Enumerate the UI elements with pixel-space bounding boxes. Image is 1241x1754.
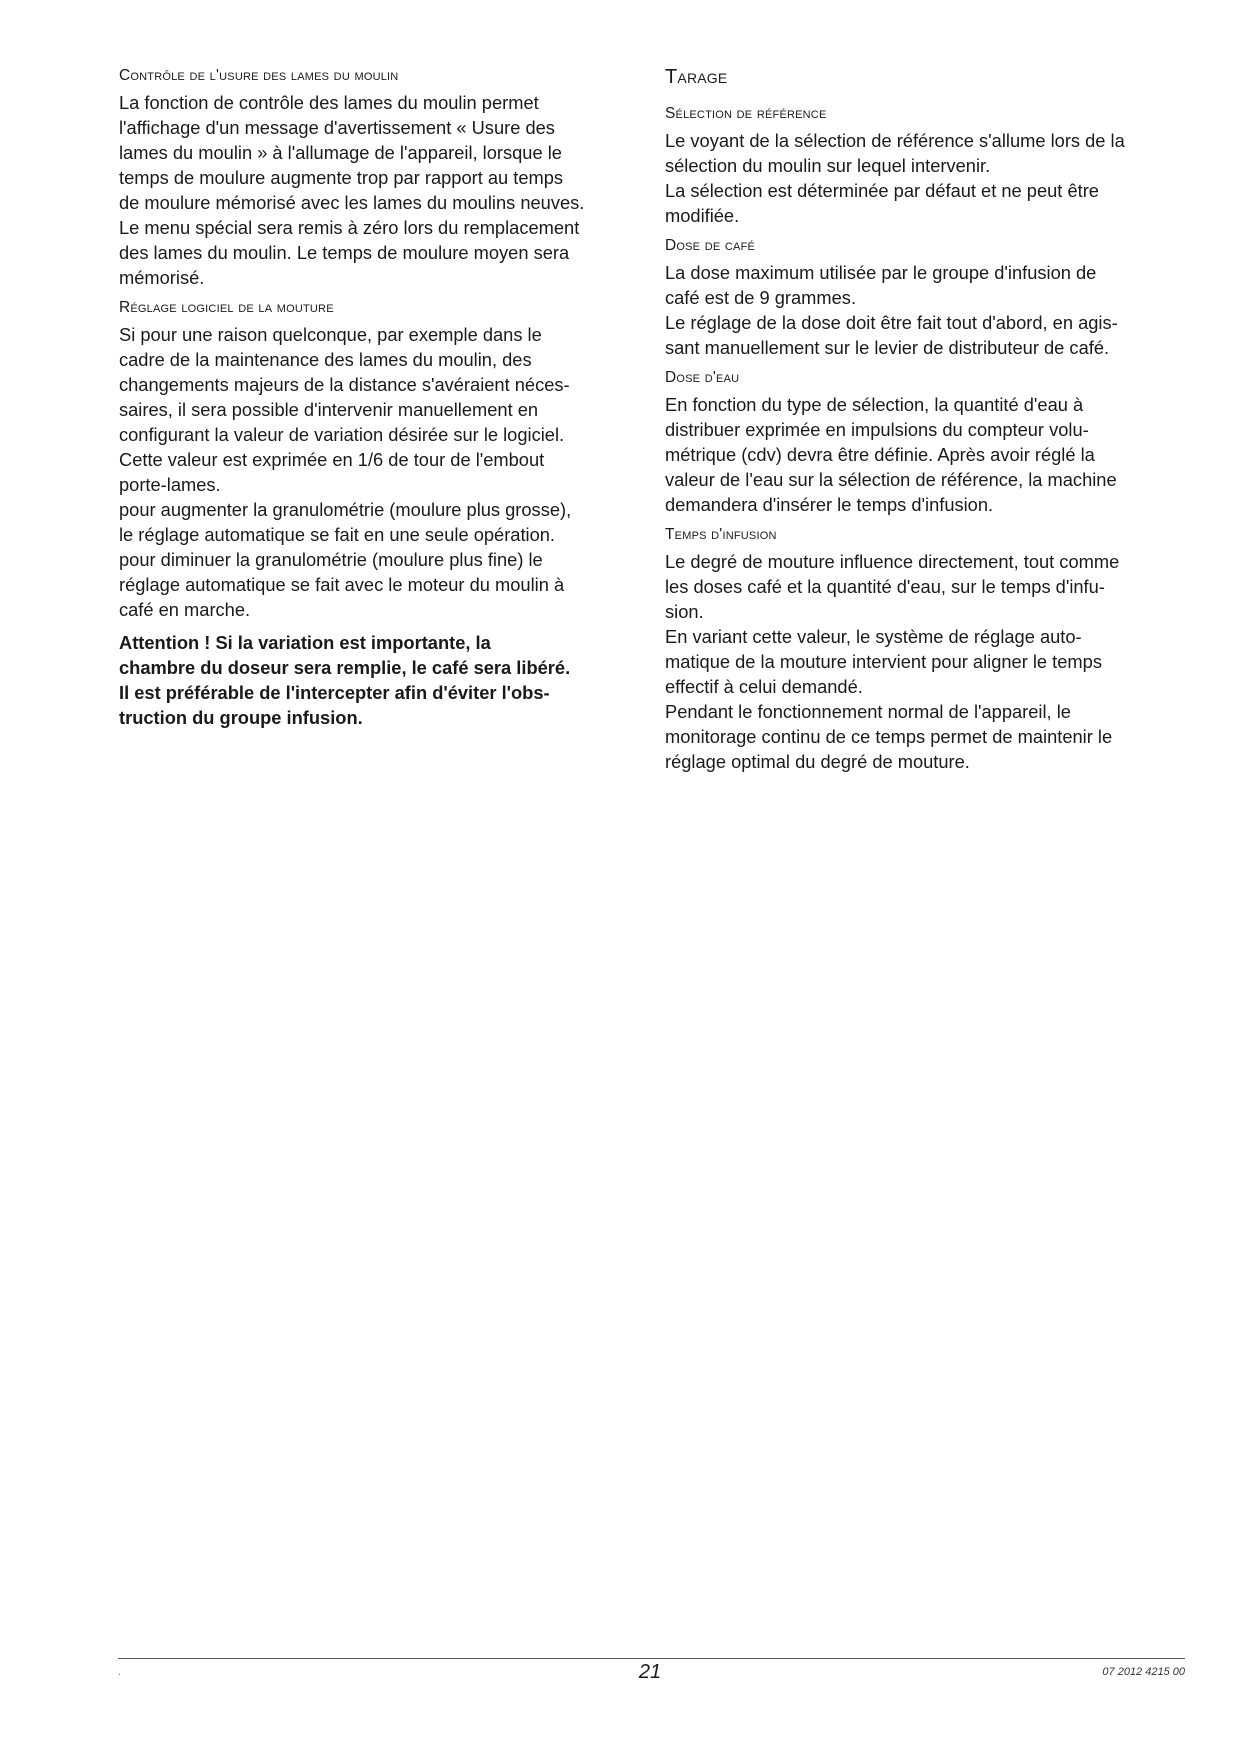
line: chambre du doseur sera remplie, le café sera libéré. [119,657,571,678]
subsection-title-water-dose: Dose d'eau [665,369,740,386]
line: l'affichage d'un message d'avertissement « Usure des [119,117,555,138]
line: monitorage continu de ce temps permet de maintenir le [665,726,1113,747]
line: le réglage automatique se fait en une seule opération. [119,524,556,545]
paragraph-reference [665,128,1187,228]
paragraph-grind-adjust [119,322,649,622]
line: sant manuellement sur le levier de distributeur de café. [665,337,1110,358]
line: Attention ! Si la variation est importante, la [119,632,491,653]
line: métrique (cdv) devra être définie. Après avoir réglé la [665,444,1095,465]
footer-dot: . [118,1667,121,1678]
line: La fonction de contrôle des lames du moulin permet [119,92,539,113]
line: café est de 9 grammes. [665,287,857,308]
left-column [119,66,649,738]
line: demandera d'insérer le temps d'infusion. [665,494,994,515]
line: pour augmenter la granulométrie (moulure plus grosse), [119,499,572,520]
line: réglage automatique se fait avec le moteur du moulin à [119,574,565,595]
paragraph-coffee-dose [665,260,1187,360]
line: sélection du moulin sur lequel intervenir. [665,155,991,176]
line: temps de moulure augmente trop par rapport au temps [119,167,564,188]
document-code: 07 2012 4215 00 [1102,1666,1185,1678]
line: truction du groupe infusion. [119,707,363,728]
line: valeur de l'eau sur la sélection de référence, la machine [665,469,1117,490]
line: Pendant le fonctionnement normal de l'appareil, le [665,701,1071,722]
line: Il est préférable de l'intercepter afin d'éviter l'obs- [119,682,550,703]
line: En fonction du type de sélection, la quantité d'eau à [665,394,1084,415]
line: Le degré de mouture influence directement, tout comme [665,551,1120,572]
subsection-title-reference: Sélection de référence [665,105,827,122]
paragraph-blade-wear [119,90,649,290]
line: Le voyant de la sélection de référence s'allume lors de la [665,130,1125,151]
line: La dose maximum utilisée par le groupe d'infusion de [665,262,1097,283]
warning-paragraph [119,630,649,730]
line: de moulure mémorisé avec les lames du moulins neuves. [119,192,585,213]
subsection-title-coffee-dose: Dose de café [665,237,756,254]
line: réglage optimal du degré de mouture. [665,751,970,772]
line: modifiée. [665,205,740,226]
line: lames du moulin » à l'allumage de l'appareil, lorsque le [119,142,562,163]
line: distribuer exprimée en impulsions du compteur volu- [665,419,1089,440]
line: les doses café et la quantité d'eau, sur le temps d'infu- [665,576,1105,597]
line: cadre de la maintenance des lames du moulin, des [119,349,532,370]
line: effectif à celui demandé. [665,676,863,697]
line: saires, il sera possible d'intervenir manuellement en [119,399,539,420]
line: mémorisé. [119,267,205,288]
line: café en marche. [119,599,251,620]
line: Le menu spécial sera remis à zéro lors du remplacement [119,217,580,238]
line: des lames du moulin. Le temps de moulure moyen sera [119,242,570,263]
line: configurant la valeur de variation désirée sur le logiciel. [119,424,565,445]
line: Cette valeur est exprimée en 1/6 de tour de l'embout [119,449,545,470]
line: changements majeurs de la distance s'avéraient néces- [119,374,570,395]
section-title-blade-wear: Contrôle de l'usure des lames du moulin [119,67,399,84]
line: matique de la mouture intervient pour aligner le temps [665,651,1102,672]
line: porte-lames. [119,474,221,495]
line: Le réglage de la dose doit être fait tout d'abord, en agis- [665,312,1118,333]
paragraph-infusion-time [665,549,1187,774]
line: pour diminuer la granulométrie (moulure plus fine) le [119,549,543,570]
subsection-title-infusion-time: Temps d'infusion [665,526,777,543]
right-column [665,66,1187,782]
line: Si pour une raison quelconque, par exemple dans le [119,324,542,345]
paragraph-water-dose [665,392,1187,517]
line: En variant cette valeur, le système de réglage auto- [665,626,1082,647]
line: sion. [665,601,704,622]
page-number: 21 [638,1661,662,1683]
line: La sélection est déterminée par défaut et ne peut être [665,180,1099,201]
section-title-tarage: Tarage [665,66,728,88]
section-title-grind-adjust: Réglage logiciel de la mouture [119,299,334,316]
